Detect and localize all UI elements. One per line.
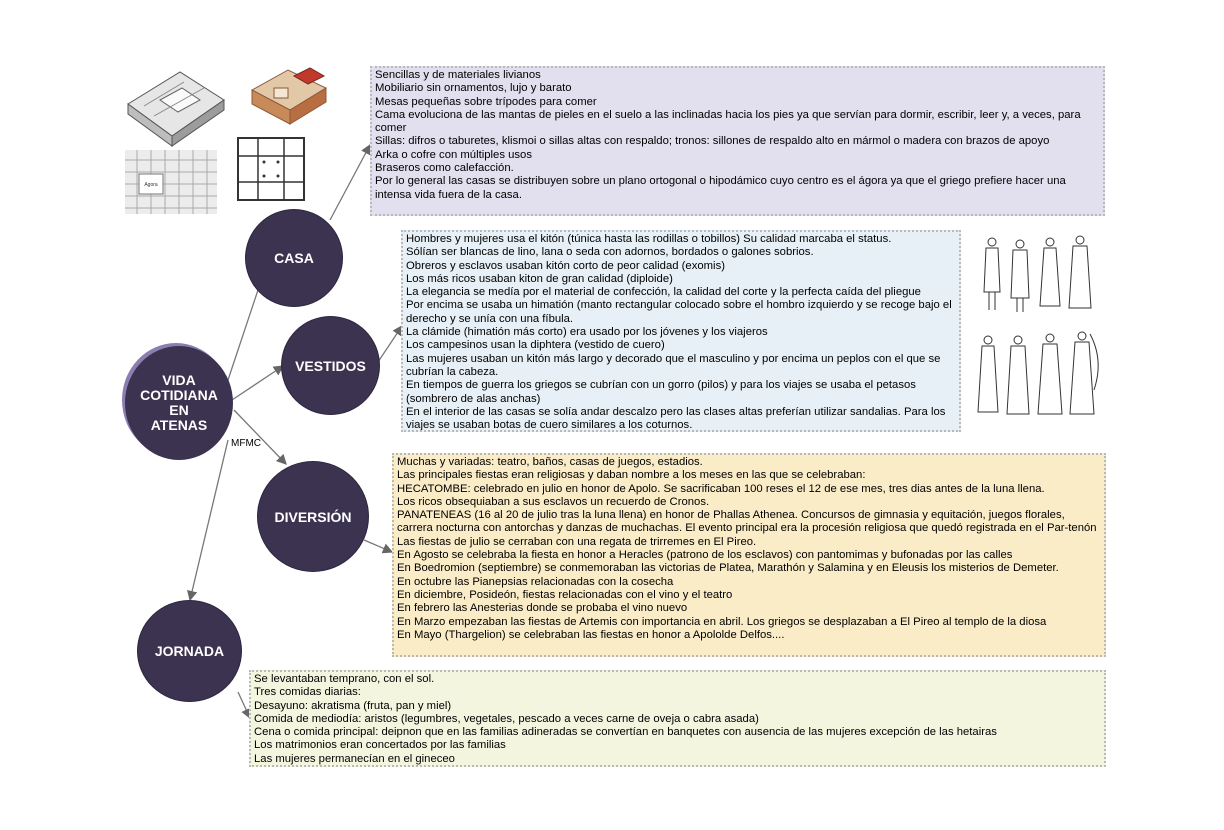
vestidos-line: Sólían ser blancas de lino, lana o seda con adornos, bordados o galones sobrios. <box>406 246 814 259</box>
casa-line: Por lo general las casas se distribuyen sobre un plano ortogonal o hipodámico cuyo centro es el ágora ya que el griego prefiere hacer una intensa vida fuera de la casa. <box>375 175 1066 201</box>
diversion-text-box <box>392 453 1106 657</box>
greek-house-cutaway-illustration <box>248 60 330 130</box>
central-topic-node <box>125 346 233 460</box>
jornada-text-box <box>249 670 1106 767</box>
vestidos-line: Obreros y esclavos usaban kitón corto de peor calidad (exomis) <box>406 259 725 272</box>
jornada-line: Los matrimonios eran concertados por las familias <box>254 739 506 752</box>
diversion-line: HECATOMBE: celebrado en julio en honor de Apolo. Se sacrificaban 100 reses el 12 de ese mes, tres dias antes de la luna llena. <box>397 482 1045 495</box>
jornada-node: JORNADA <box>138 601 241 701</box>
vestidos-node: VESTIDOS <box>282 317 379 414</box>
casa-line: Arka o cofre con múltiples usos <box>375 148 532 161</box>
diversion-line: En Mayo (Thargelion) se celebraban las fiestas en honor a Apololde Delfos.... <box>397 628 785 641</box>
central-topic-line: ATENAS <box>150 417 208 433</box>
greek-house-floor-plan <box>234 132 308 206</box>
casa-line: Mesas pequeñas sobre trípodes para comer <box>375 95 597 108</box>
casa-node: CASA <box>246 210 342 306</box>
greek-clothing-figures-illustration <box>972 230 1106 422</box>
diversion-line: Las fiestas de julio se cerraban con una regata de trirremes en El Pireo. <box>397 535 757 548</box>
vestidos-line: Los más ricos usaban kiton de gran calidad (diploide) <box>406 272 673 285</box>
vestidos-line: En el interior de las casas se solía andar descalzo pero las clases altas preferían utilizar sandalias. Para los viajes se usaban botas de cuero similares a los coturnos. <box>406 405 946 432</box>
jornada-line: Las mujeres permanecían en el gineceo <box>254 752 455 765</box>
diversion-node: DIVERSIÓN <box>258 462 368 571</box>
casa-line: Cama evoluciona de las mantas de pieles en el suelo a las inclinadas hacia los pies ya que servían para dormir, escribir, leer y, a veces, para comer <box>375 108 1081 135</box>
casa-line: Sencillas y de materiales livianos <box>375 69 541 81</box>
casa-line: Braseros como calefacción. <box>375 162 514 175</box>
central-topic-line: COTIDIANA <box>140 387 218 403</box>
agora-city-plan-image <box>125 150 217 214</box>
jornada-line: Tres comidas diarias: <box>254 686 361 699</box>
jornada-line: Se levantaban temprano, con el sol. <box>254 673 435 685</box>
arrow-casa-box <box>330 145 370 220</box>
diversion-line: En Marzo empezaban las fiestas de Artemis con importancia en abril. Los griegos se desplazaban a El Pireo al templo de la diosa <box>397 615 1047 628</box>
central-topic-line: VIDA <box>162 372 196 388</box>
casa-line: Mobiliario sin ornamentos, lujo y barato <box>375 82 572 95</box>
diversion-line: En diciembre, Posideón, fiestas relacionadas con el vino y el teatro <box>397 588 733 601</box>
vestidos-line: La elegancia se medía por el material de confección, la calidad del corte y la perfecta caída del pliegue <box>406 286 921 299</box>
diversion-line: Los ricos obsequiaban a sus esclavos un recuerdo de Cronos. <box>397 495 710 508</box>
diversion-line: Las principales fiestas eran religiosas y daban nombre a los meses en las que se celebraban: <box>397 469 866 482</box>
vestidos-line: Las mujeres usaban un kitón más largo y decorado que el masculino y por encima un peplos con el que se cubrían la cabeza. <box>406 352 941 378</box>
arrow-to-diversion <box>234 410 286 464</box>
jornada-line: Cena o comida principal: deipnon que en las familias adineradas se convertían en banquetes con ausencia de las mujeres excepción de las hetairas <box>254 726 997 739</box>
arrow-to-jornada <box>190 440 228 600</box>
jornada-line: Desayuno: akratisma (fruta, pan y miel) <box>254 699 452 712</box>
vestidos-line: Hombres y mujeres usa el kitón (túnica hasta las rodillas o tobillos) Su calidad marcaba el status. <box>406 233 892 245</box>
vestidos-line: En tiempos de guerra los griegos se cubrían con un gorro (pilos) y para los viajes se usaba el petasos (sombrero de alas anchas) <box>406 379 916 405</box>
vestidos-line: Los campesinos usan la diphtera (vestido de cuero) <box>406 339 665 352</box>
diversion-line: En octubre las Pianepsias relacionadas con la cosecha <box>397 575 674 588</box>
casa-text-box <box>370 66 1105 216</box>
diversion-line: En Agosto se celebraba la fiesta en honor a Heracles (patrono de los esclavos) con pantomimas y bufonadas por las calles <box>397 549 1013 562</box>
vestidos-line: La clámide (himatión más corto) era usado por los jóvenes y los viajeros <box>406 326 768 339</box>
vestidos-line: Por encima se usaba un himatión (manto rectangular colocado sobre el hombro izquierdo y se recoge bajo el derecho y se unía con una fíbula. <box>406 299 952 325</box>
jornada-line: Comida de mediodía: aristos (legumbres, vegetales, pescado a veces carne de oveja o cabra asada) <box>254 712 759 725</box>
greek-house-3d-illustration <box>124 64 226 148</box>
author-label: MFMC <box>231 438 261 449</box>
arrow-vestidos-box <box>378 326 402 362</box>
diversion-line: En Boedromion (septiembre) se conmemoraban las victorias de Platea, Marathón y Salamina y en Eleusis los misterios de Demeter. <box>397 562 1059 575</box>
arrow-to-vestidos <box>232 366 283 400</box>
diversion-line: En febrero las Anesterias donde se probaba el vino nuevo <box>397 602 688 615</box>
central-topic-line: EN <box>169 402 189 418</box>
casa-line: Sillas: difros o taburetes, klismoi o sillas altas con respaldo; tronos: sillones de respaldo alto en mármol o madera con brazos de apoyo <box>375 135 1050 148</box>
vestidos-text-box <box>401 230 961 432</box>
arrow-diversion-box <box>364 540 392 552</box>
diversion-line: Muchas y variadas: teatro, baños, casas de juegos, estadios. <box>397 456 703 468</box>
plan-label: Agora <box>144 182 158 188</box>
arrow-to-casa <box>228 278 262 380</box>
diversion-line: PANATENEAS (16 al 20 de julio tras la luna llena) en honor de Phallas Athenea. Concursos de gimnasia y equitación, juegos florales, carrera nocturna con antorchas y danzas de muchachas. El evento principal era la procesión religiosa que quedó registrada en el Par-tenón <box>397 509 1097 535</box>
